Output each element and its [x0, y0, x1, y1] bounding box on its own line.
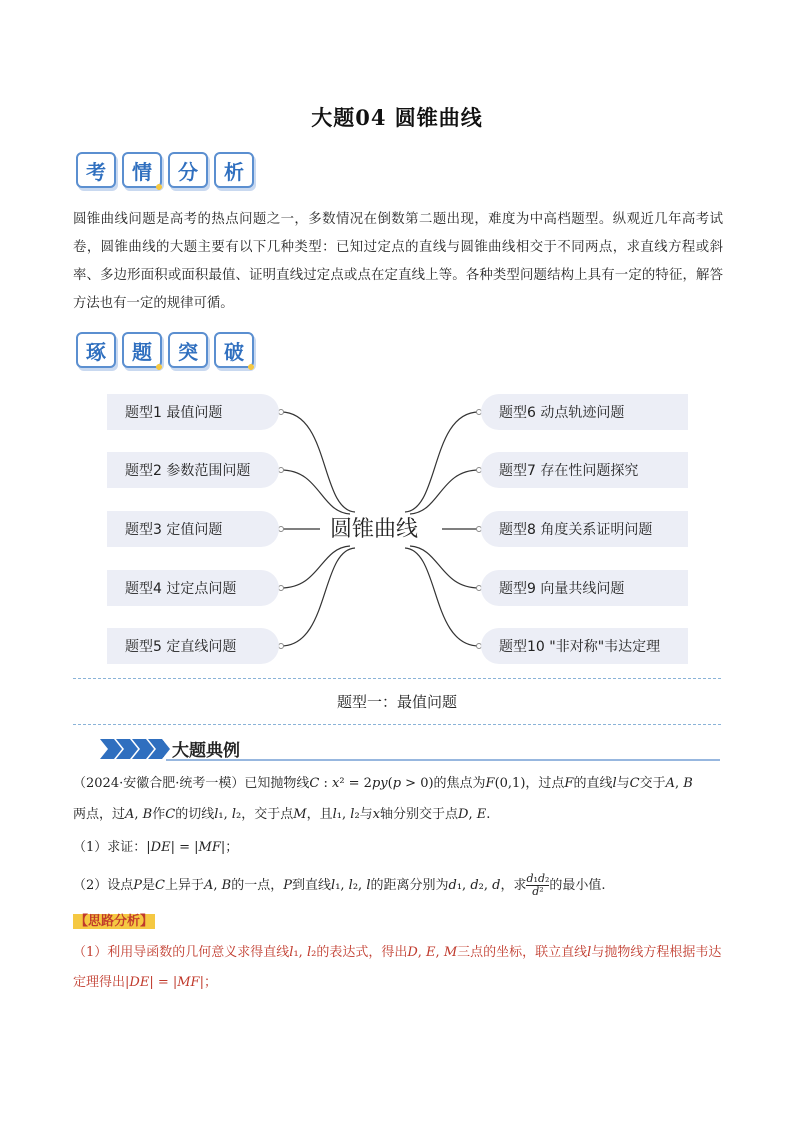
text: （1）利用导函数的几何意义求得直线	[73, 945, 290, 960]
text: 的直线	[573, 776, 613, 791]
mindmap-node-left: 题型4 过定点问题	[107, 570, 279, 606]
text: 上异于	[165, 878, 205, 893]
tile-char: 考	[86, 159, 106, 184]
text: 的切线	[175, 807, 215, 822]
mindmap-node-right: 题型8 角度关系证明问题	[481, 511, 688, 547]
text: ，求	[500, 878, 527, 893]
text: ，过点	[525, 776, 565, 791]
tile-char: 破	[224, 339, 244, 364]
analysis-tag-label: 【思路分析】	[75, 914, 154, 929]
mindmap-node-right: 题型7 存在性问题探究	[481, 452, 688, 488]
question-2: （2）设点P是C上异于A, B的一点，P到直线l₁, l₂, l的距离分别为d₁, d₂, d，求 $\frac{\text{d₁d₂}}{\text{d²}}$ 的最小值.	[73, 872, 606, 898]
mindmap-node-right: 题型6 动点轨迹问题	[481, 394, 688, 430]
text: 三点的坐标，联立直线	[457, 945, 588, 960]
tile-char: 琢	[86, 339, 106, 364]
question-1: （1）求证：|DE| = |MF|；	[73, 840, 239, 855]
example-line-2: 两点，过A, B作C的切线l₁, l₂，交于点M，且l₁, l₂与x轴分别交于点D, E.	[73, 807, 491, 822]
mindmap-node-left: 题型2 参数范围问题	[107, 452, 279, 488]
text: 交于	[639, 776, 666, 791]
text: 的距离分别为	[370, 878, 449, 893]
text: 作	[152, 807, 166, 822]
text: 是	[142, 878, 156, 893]
analysis-text: （1）利用导函数的几何意义求得直线l₁, l₂的表达式，得出D, E, M三点的坐标，联立直线l与抛物线方程根据韦达定理得出|DE| = |MF|；	[73, 945, 722, 990]
example-line-1: （2024·安徽合肥·统考一模）已知抛物线C : x² = 2py(p > 0)的焦点为F(0,1)，过点F的直线l与C交于A, B	[73, 776, 693, 791]
mindmap-node-left: 题型5 定直线问题	[107, 628, 279, 664]
text: 轴分别交于点	[380, 807, 459, 822]
tile-char: 题	[132, 339, 152, 364]
text: 与抛物线方程根据韦达定理得出	[73, 945, 722, 990]
mindmap-node-right: 题型9 向量共线问题	[481, 570, 688, 606]
text: 两点，过	[73, 807, 126, 822]
intro-paragraph: 圆锥曲线问题是高考的热点问题之一，多数情况在倒数第二题出现，难度为中高档题型。纵观近几年高考试卷，圆锥曲线的大题主要有以下几种类型：已知过定点的直线与圆锥曲线相交于不同两点，求直线方程或斜率、多边形面积或面积最值、证明直线过定点或点在定直线上等。各种类型问题结构上具有一定的特征，解答方法也有一定的规律可循。	[73, 212, 723, 311]
analysis-tag	[73, 910, 155, 929]
mindmap-center: 圆锥曲线	[330, 517, 419, 542]
tile-char: 突	[178, 339, 198, 364]
tile-char: 析	[224, 159, 244, 184]
mindmap-node-left: 题型1 最值问题	[107, 394, 279, 430]
divider	[73, 678, 721, 679]
divider	[73, 724, 721, 725]
banner-label: 大题典例	[172, 741, 240, 761]
section-title: 题型一：最值问题	[336, 693, 457, 711]
tile-char: 分	[178, 159, 198, 184]
text: 的表达式，得出	[316, 945, 408, 960]
text: ，且	[306, 807, 333, 822]
text: 的焦点为	[433, 776, 486, 791]
tile-char: 情	[132, 159, 152, 184]
text: 与	[616, 776, 630, 791]
text: ，交于点	[241, 807, 294, 822]
text: （1）求证：	[73, 840, 147, 855]
text: （2024·安徽合肥·统考一模）已知抛物线	[73, 776, 310, 791]
text: 的最小值.	[549, 878, 606, 893]
text: 到直线	[292, 878, 332, 893]
mindmap-node-right: 题型10 "非对称"韦达定理	[481, 628, 688, 664]
page-title: 大题04 圆锥曲线	[311, 105, 483, 130]
mindmap-node-left: 题型3 定值问题	[107, 511, 279, 547]
text: 与	[359, 807, 373, 822]
text: 的一点，	[231, 878, 284, 893]
text: （2）设点	[73, 878, 134, 893]
